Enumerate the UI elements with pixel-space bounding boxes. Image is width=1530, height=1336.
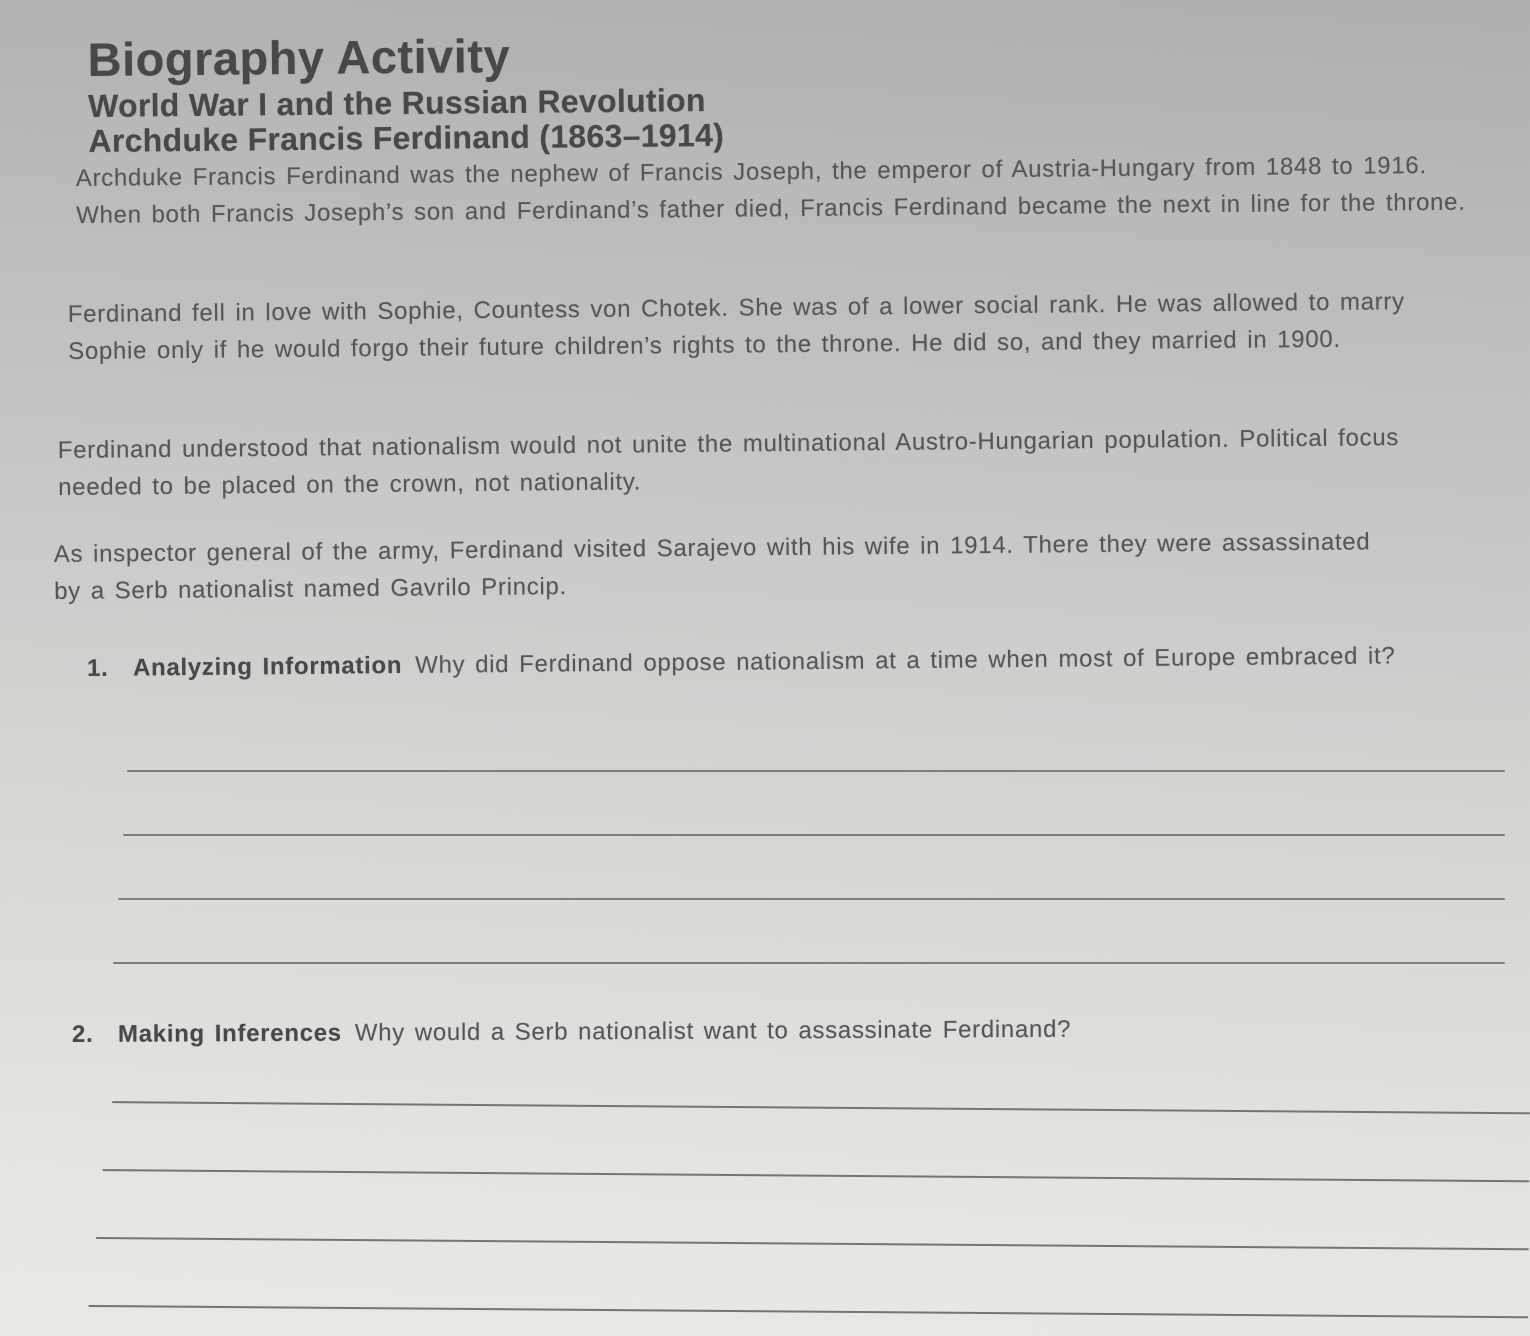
answer-line xyxy=(96,1237,1529,1250)
question-2-number: 2. xyxy=(71,1020,94,1048)
answer-line xyxy=(113,962,1505,964)
question-1 xyxy=(87,637,1409,687)
paragraph-marriage: Ferdinand fell in love with Sophie, Countess von Chotek. She was of a lower social rank. He was allowed to marry Sophie only if he would forgo their future children’s rights to the throne. He did so, and they married in 1900. xyxy=(67,288,1405,365)
question-1-text xyxy=(133,637,1409,686)
question-1-answer-lines xyxy=(113,770,1505,1026)
question-1-prompt: Why did Ferdinand oppose nationalism at a time when most of Europe embraced it? xyxy=(415,642,1396,679)
question-2 xyxy=(72,1009,1502,1053)
question-2-answer-lines xyxy=(88,1101,1530,1336)
question-2-prompt: Why would a Serb nationalist want to assassinate Ferdinand? xyxy=(354,1015,1072,1047)
page-subtitle: World War I and the Russian Revolution xyxy=(87,82,706,124)
answer-line xyxy=(102,1169,1529,1182)
paragraph-lineage: Archduke Francis Ferdinand was the nephew of Francis Joseph, the emperor of Austria-Hungary from 1848 to 1916. When both Francis Joseph’s son and Ferdinand’s father died, Francis Ferdinand became the next in line for the throne. xyxy=(75,152,1466,229)
question-2-skill: Making Inferences xyxy=(117,1019,342,1048)
answer-line xyxy=(127,770,1505,772)
biography-heading: Archduke Francis Ferdinand (1863–1914) xyxy=(88,116,725,159)
answer-line xyxy=(112,1101,1530,1114)
page-title: Biography Activity xyxy=(87,28,511,87)
title-block xyxy=(87,28,724,159)
question-2-text xyxy=(118,1009,1502,1053)
question-1-number: 1. xyxy=(86,654,109,682)
paragraph-nationalism: Ferdinand understood that nationalism would not unite the multinational Austro-Hungarian population. Political focus needed to be placed on the crown, not nationality. xyxy=(57,424,1400,501)
question-1-skill: Analyzing Information xyxy=(132,651,403,682)
paragraph-assassination: As inspector general of the army, Ferdinand visited Sarajevo with his wife in 1914. There they were assassinated by a Serb nationalist named Gavrilo Princip. xyxy=(53,528,1371,605)
answer-line xyxy=(88,1305,1528,1318)
answer-line xyxy=(123,834,1505,836)
answer-line xyxy=(118,898,1505,900)
